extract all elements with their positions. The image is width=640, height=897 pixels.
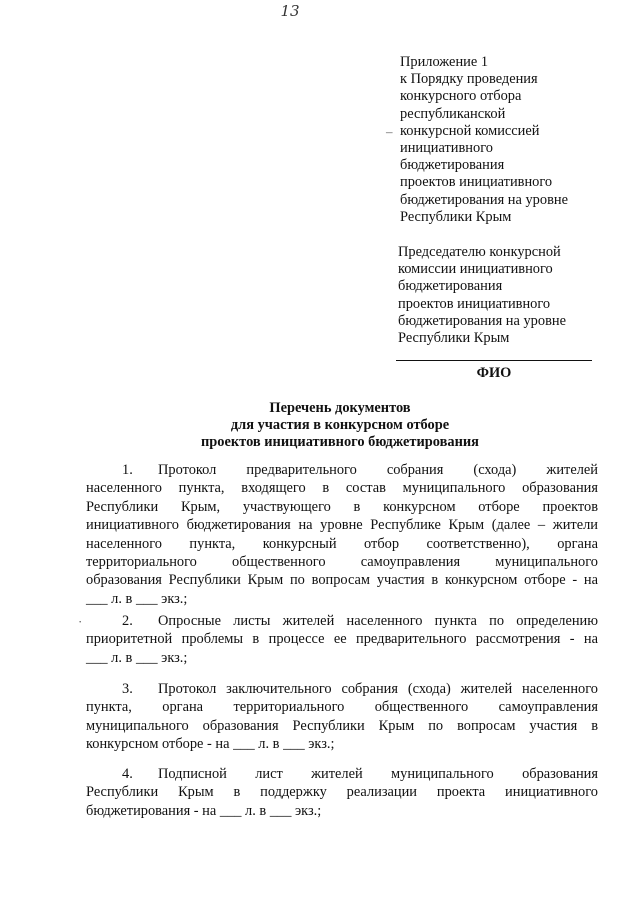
item-row xyxy=(86,680,598,698)
item-row: конкурсном отборе - на ___ л. в ___ экз.; xyxy=(86,736,335,753)
appendix-line: к Порядку проведения xyxy=(400,71,538,88)
appendix-line: инициативного xyxy=(400,140,493,157)
stray-mark: · xyxy=(78,614,83,629)
addressee-line: Республики Крым xyxy=(398,330,510,347)
item-row: приоритетной проблемы в процессе ее предварительного рассмотрения - на xyxy=(86,631,598,648)
item-row: населенного пункта, конкурсный отбор соответственно), органа xyxy=(86,535,598,552)
item-row xyxy=(86,765,598,783)
appendix-line: Республики Крым xyxy=(400,208,512,225)
item-row: Республики Крым в поддержку реализации проекта инициативного xyxy=(86,784,598,801)
document-title xyxy=(90,400,590,451)
item-number: 4. xyxy=(122,766,133,782)
addressee-line: бюджетирования xyxy=(398,278,503,295)
item-text: Протокол предварительного собрания (схода) жителей xyxy=(158,462,598,478)
item-row: территориального общественного самоуправления муниципального xyxy=(86,554,598,571)
appendix-line: бюджетирования на уровне xyxy=(400,191,568,208)
list-item-1 xyxy=(86,461,598,608)
item-row: бюджетирования - на ___ л. в ___ экз.; xyxy=(86,802,322,819)
appendix-line: проектов инициативного xyxy=(400,174,553,191)
fio-label: ФИО xyxy=(476,365,512,381)
title-line: для участия в конкурсном отборе xyxy=(230,417,450,433)
item-number: 1. xyxy=(122,462,133,478)
page-number: 13 xyxy=(280,2,300,20)
list-item-4 xyxy=(86,765,598,820)
title-line: Перечень документов xyxy=(269,400,411,416)
appendix-line: бюджетирования xyxy=(400,157,505,174)
item-row: населенного пункта, входящего в состав муниципального образования xyxy=(86,480,598,497)
appendix-block xyxy=(400,54,600,226)
appendix-line: конкурсного отбора xyxy=(400,88,522,105)
item-row xyxy=(86,612,598,630)
appendix-line: Приложение 1 xyxy=(400,54,489,70)
item-text: Протокол заключительного собрания (схода) жителей населенного xyxy=(158,681,598,697)
item-number: 3. xyxy=(122,681,133,697)
list-item-3 xyxy=(86,680,598,754)
item-row: образования Республики Крым по вопросам участия в конкурсном отборе - на xyxy=(86,572,598,589)
item-row xyxy=(86,461,598,479)
list-item-2 xyxy=(86,612,598,667)
item-row: Республики Крым, участвующего в конкурсном отборе проектов xyxy=(86,498,598,515)
item-text: Подписной лист жителей муниципального образования xyxy=(158,766,598,782)
addressee-line: Председателю конкурсной xyxy=(398,244,561,260)
addressee-block xyxy=(398,244,598,347)
item-row: муниципального образования Республики Крым по вопросам участия в xyxy=(86,717,598,734)
signature-line xyxy=(396,360,592,361)
appendix-line: республиканской xyxy=(400,105,506,122)
stray-mark: – xyxy=(386,124,393,139)
item-text: Опросные листы жителей населенного пункта по определению xyxy=(158,613,598,629)
item-row: инициативного бюджетирования на уровне Республике Крым (далее – жители xyxy=(86,517,598,534)
addressee-line: проектов инициативного xyxy=(398,295,551,312)
addressee-line: комиссии инициативного xyxy=(398,261,553,278)
appendix-line: конкурсной комиссией xyxy=(400,122,540,139)
addressee-line: бюджетирования на уровне xyxy=(398,312,566,329)
item-row: ___ л. в ___ экз.; xyxy=(86,649,188,666)
title-line: проектов инициативного бюджетирования xyxy=(201,434,479,450)
item-row: ___ л. в ___ экз.; xyxy=(86,590,188,607)
item-row: пункта, органа территориального общественного самоуправления xyxy=(86,699,598,716)
item-number: 2. xyxy=(122,613,133,629)
